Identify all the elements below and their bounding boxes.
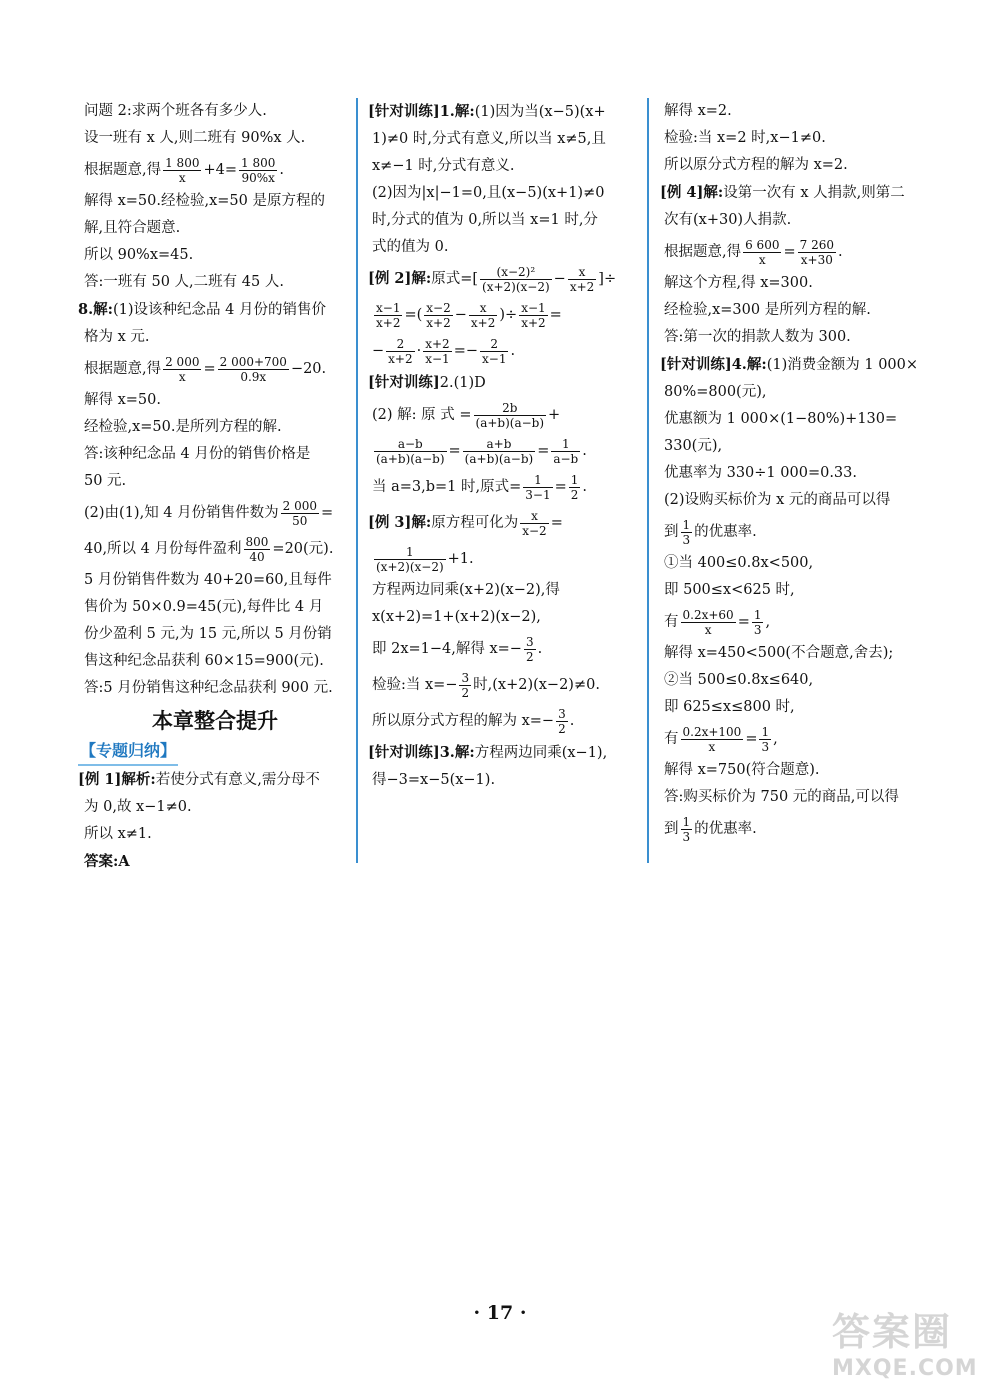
fraction: $\frac{6 600}{x}$ (745, 237, 780, 267)
text-line: [针对训练]2.(1)D (368, 374, 486, 391)
column-3 (660, 98, 930, 847)
equation-line: $\frac{x-1}{x+2}$ =( $\frac{x-2}{x+2}$ − $\frac{x}{x+2}$ )÷ $\frac{x-1}{x+2}$ = (376, 300, 562, 330)
fraction: $\frac{7 260}{x+30}$ (799, 237, 834, 267)
equation-line: 根据题意,得 $\frac{1 800}{x}$ +4= $\frac{1 800}{90\%x}$ . (84, 155, 284, 185)
text-line: 问题 2:求两个班各有多少人. (84, 103, 267, 119)
text-line: 设一班有 x 人,则二班有 90%x 人. (84, 130, 306, 146)
equation-line: 有 $\frac{0.2x+100}{x}$ = $\frac{1}{3}$ , (664, 724, 778, 754)
text-line: ①当 400≤0.8x<500, (664, 555, 814, 571)
text-line: 所以原分式方程的解为 x=2. (664, 157, 848, 173)
chapter-title: 本章整合提升 (152, 709, 278, 733)
equation-line: (2) 解: 原 式 = $\frac{2b}{(a+b)(a-b)}$ + (372, 400, 561, 430)
fraction: $\frac{2b}{(a+b)(a-b)}$ (475, 400, 545, 430)
text-line: 答:5 月份销售这种纪念品获利 900 元. (84, 680, 333, 696)
equation-line: 到 $\frac{1}{3}$ 的优惠率. (664, 517, 757, 547)
fraction: $\frac{1}{3}$ (682, 517, 691, 547)
fraction: $\frac{2}{x+2}$ (388, 336, 413, 366)
text-line: 时,分式的值为 0,所以当 x=1 时,分 (372, 212, 598, 228)
equation-line: $\frac{1}{(x+2)(x-2)}$ +1. (376, 544, 474, 574)
text-line: 80%=800(元), (664, 384, 767, 400)
watermark-logo: 答案圈 MXQE.COM (832, 1310, 978, 1381)
text-line: 5 月份销售件数为 40+20=60,且每件 (84, 572, 332, 588)
fraction: $\frac{a+b}{(a+b)(a-b)}$ (464, 436, 534, 466)
text-line: x≠−1 时,分式有意义. (372, 158, 515, 174)
fraction: $\frac{a-b}{(a+b)(a-b)}$ (376, 436, 445, 466)
text-line: 即 500≤x<625 时, (664, 582, 795, 598)
fraction: $\frac{x-1}{x+2}$ (521, 300, 546, 330)
text-line: 8.解:(1)设该种纪念品 4 月份的销售价 (78, 301, 326, 318)
text-line: (2)因为|x|−1=0,且(x−5)(x+1)≠0 (372, 185, 605, 201)
text-line: 解得 x=50. (84, 392, 161, 408)
text-line: 优惠额为 1 000×(1−80%)+130= (664, 411, 898, 427)
fraction: $\frac{1}{(x+2)(x-2)}$ (376, 544, 444, 574)
text-line: 解得 x=2. (664, 103, 732, 119)
fraction: $\frac{0.2x+100}{x}$ (682, 724, 742, 754)
text-line: 50 元. (84, 473, 127, 489)
fraction: $\frac{1}{3}$ (761, 724, 770, 754)
fraction: $\frac{x}{x+2}$ (470, 300, 496, 330)
text-line: 式的值为 0. (372, 239, 449, 255)
fraction: $\frac{\text{(x−2)²}}{(x+2)(x-2)}$ (482, 264, 550, 294)
text-line: 答:购买标价为 750 元的商品,可以得 (664, 789, 899, 805)
text-line: 售价为 50×0.9=45(元),每件比 4 月 (84, 599, 324, 615)
text-line: 经检验,x=50.是所列方程的解. (84, 419, 282, 435)
text-line: 得−3=x−5(x−1). (372, 772, 496, 788)
text-line: 答:该种纪念品 4 月份的销售价格是 (84, 446, 311, 462)
fraction: $\frac{1}{3}$ (753, 607, 762, 637)
text-line: 格为 x 元. (84, 329, 150, 345)
text-line: 所以 x≠1. (84, 826, 152, 842)
column-divider-left (356, 98, 358, 863)
text-line: 方程两边同乘(x+2)(x−2),得 (372, 582, 560, 598)
text-line: 优惠率为 330÷1 000=0.33. (664, 465, 857, 481)
fraction: $\frac{x}{x-2}$ (522, 508, 547, 538)
fraction: $\frac{1 800}{90\%x}$ (241, 155, 276, 185)
fraction: $\frac{2 000}{x}$ (165, 354, 200, 384)
fraction: $\frac{2}{x-1}$ (482, 336, 507, 366)
fraction: $\frac{x+2}{x-1}$ (425, 336, 450, 366)
column-1 (78, 98, 346, 875)
text-line: 1)≠0 时,分式有意义,所以当 x≠5,且 (372, 131, 606, 147)
page-number: · 17 · (473, 1302, 527, 1324)
fraction: $\frac{x-2}{x+2}$ (426, 300, 451, 330)
fraction: $\frac{1}{a-b}$ (553, 436, 579, 466)
equation-line: 检验:当 x=− $\frac{3}{2}$ 时,(x+2)(x−2)≠0. (372, 670, 600, 700)
fraction: $\frac{3}{2}$ (461, 670, 470, 700)
fraction: $\frac{0.2x+60}{x}$ (682, 607, 734, 637)
text-line: 答:第一次的捐款人数为 300. (664, 329, 851, 345)
text-line: 所以 90%x=45. (84, 247, 194, 263)
text-line: 经检验,x=300 是所列方程的解. (664, 302, 871, 318)
equation-line: 有 $\frac{0.2x+60}{x}$ = $\frac{1}{3}$ , (664, 607, 771, 637)
fraction: $\frac{1}{3-1}$ (525, 472, 551, 502)
equation-line: − $\frac{2}{x+2}$ · $\frac{x+2}{x-1}$ =− $\frac{2}{x-1}$ . (372, 336, 516, 366)
equation-line: 所以原分式方程的解为 x=− $\frac{3}{2}$ . (372, 706, 575, 736)
text-line: 次有(x+30)人捐款. (664, 212, 792, 228)
fraction: $\frac{3}{2}$ (525, 634, 534, 664)
equation-line: 根据题意,得 $\frac{2 000}{x}$ = $\frac{2 000+700}{0.9x}$ −20. (84, 354, 327, 384)
text-line: 330(元), (664, 438, 723, 454)
fraction: $\frac{x}{x+2}$ (569, 264, 595, 294)
equation-line: [例 2]解:原式=[ $\frac{\text{(x−2)²}}{(x+2)(x-2)}$ − $\frac{x}{x+2}$ ]÷ (368, 264, 617, 294)
text-line: [例 1]解析:若使分式有意义,需分母不 (78, 771, 320, 788)
section-heading: 【专题归纳】 (78, 738, 346, 766)
equation-line: 即 2x=1−4,解得 x=− $\frac{3}{2}$ . (372, 634, 543, 664)
equation-line: 当 a=3,b=1 时,原式= $\frac{1}{3-1}$ = $\frac{1}{2}$ . (372, 472, 587, 502)
fraction: $\frac{3}{2}$ (558, 706, 566, 736)
fraction: $\frac{2 000+700}{0.9x}$ (219, 354, 287, 384)
text-line: (2)设购买标价为 x 元的商品可以得 (664, 492, 891, 508)
text-line: 即 625≤x≤800 时, (664, 699, 795, 715)
fraction: $\frac{800}{40}$ (245, 534, 269, 564)
text-line: 答:一班有 50 人,二班有 45 人. (84, 274, 284, 290)
fraction: $\frac{x-1}{x+2}$ (376, 300, 401, 330)
text-line: ②当 500≤0.8x≤640, (664, 672, 814, 688)
answer-line: 答案:A (84, 853, 130, 870)
text-line: 解得 x=450<500(不合题意,舍去); (664, 645, 894, 661)
equation-line: $\frac{a-b}{(a+b)(a-b)}$ = $\frac{a+b}{(a+b)(a-b)}$ = $\frac{1}{a-b}$ . (376, 436, 587, 466)
fraction: $\frac{1}{3}$ (682, 814, 691, 844)
text-line: [针对训练]1.解:(1)因为当(x−5)(x+ (368, 103, 606, 120)
text-line: 解,且符合题意. (84, 220, 181, 236)
text-line: [针对训练]3.解:方程两边同乘(x−1), (368, 744, 608, 761)
equation-line: 40,所以 4 月份每件盈利 $\frac{800}{40}$ =20(元). (84, 534, 334, 564)
fraction: $\frac{1}{2}$ (570, 472, 579, 502)
text-line: [针对训练]4.解:(1)消费金额为 1 000× (660, 356, 919, 373)
equation-line: (2)由(1),知 4 月份销售件数为 $\frac{2 000}{50}$ = (84, 498, 334, 528)
equation-line: 到 $\frac{1}{3}$ 的优惠率. (664, 814, 757, 844)
equation-line: [例 3]解:原方程可化为 $\frac{x}{x-2}$ = (368, 508, 563, 538)
text-line: 检验:当 x=2 时,x−1≠0. (664, 130, 826, 146)
text-line: [例 4]解:设第一次有 x 人捐款,则第二 (660, 184, 905, 201)
text-line: 售这种纪念品获利 60×15=900(元). (84, 653, 324, 669)
fraction: $\frac{1 800}{x}$ (165, 155, 200, 185)
text-line: x(x+2)=1+(x+2)(x−2), (372, 609, 541, 625)
column-divider-right (647, 98, 649, 863)
fraction: $\frac{2 000}{50}$ (282, 498, 317, 528)
text-line: 为 0,故 x−1≠0. (84, 799, 192, 815)
text-line: 份少盈利 5 元,为 15 元,所以 5 月份销 (84, 626, 332, 642)
text-line: 解这个方程,得 x=300. (664, 275, 813, 291)
text-line: 解得 x=50.经检验,x=50 是原方程的 (84, 193, 325, 209)
column-2 (368, 98, 638, 794)
text-line: 解得 x=750(符合题意). (664, 762, 820, 778)
equation-line: 根据题意,得 $\frac{6 600}{x}$ = $\frac{7 260}{x+30}$ . (664, 237, 843, 267)
